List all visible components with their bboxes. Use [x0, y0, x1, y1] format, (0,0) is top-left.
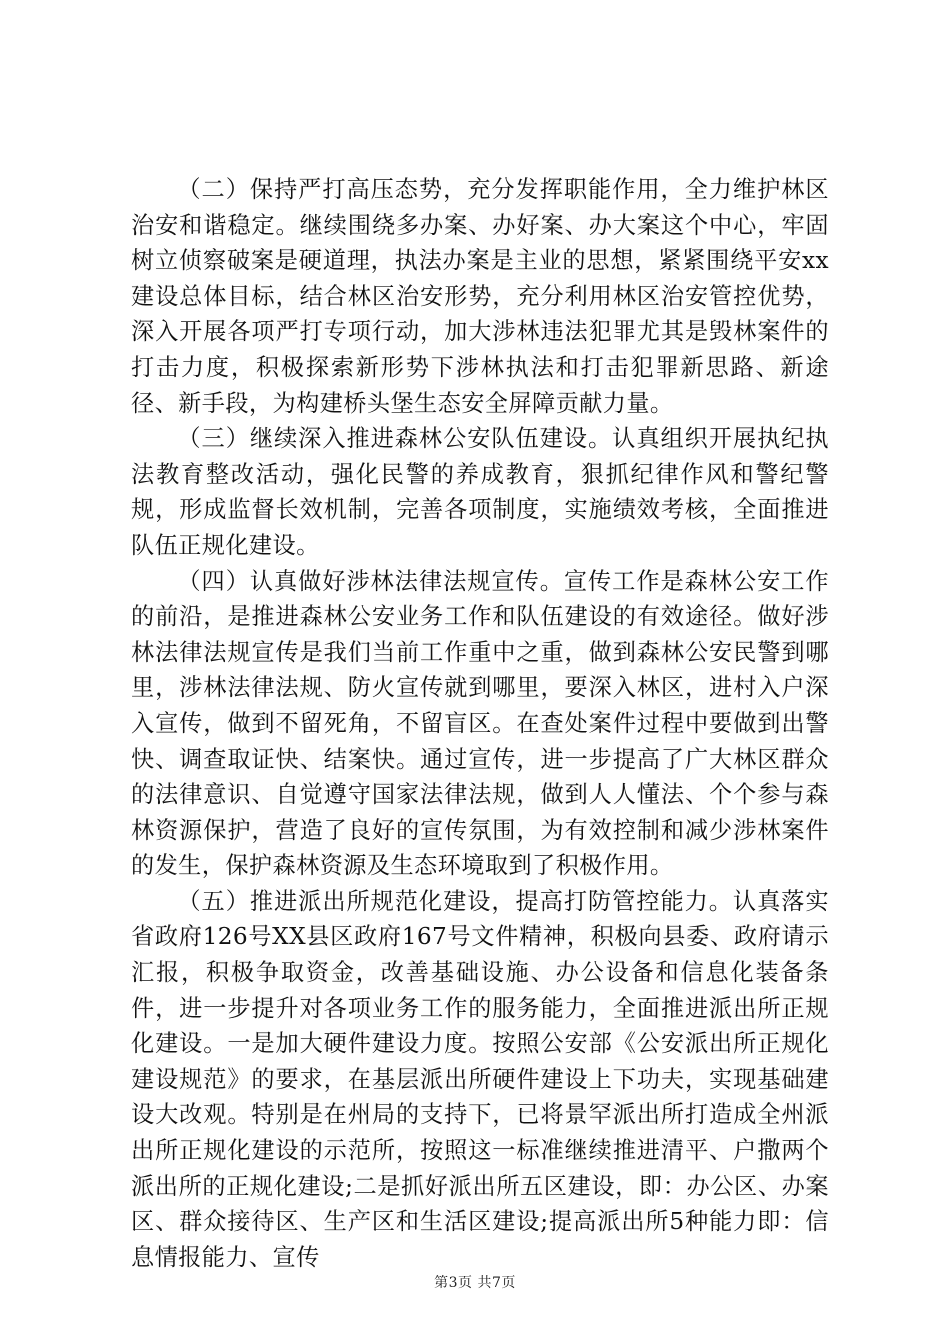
paragraph-3: （三）继续深入推进森林公安队伍建设。认真组织开展执纪执法教育整改活动，强化民警的养成教育，狠抓纪律作风和警纪警规，形成监督长效机制，完善各项制度，实施绩效考核，全面推进队伍正规化建设。: [131, 425, 829, 559]
page-number-footer: 第3页 共7页: [434, 1275, 516, 1291]
paragraph-5: （五）推进派出所规范化建设，提高打防管控能力。认真落实省政府126号XX县区政府167号文件精神，积极向县委、政府请示汇报，积极争取资金，改善基础设施、办公设备和信息化装备条件，进一步提升对各项业务工作的服务能力，全面推进派出所正规化建设。一是加大硬件建设力度。按照公安部《公安派出所正规化建设规范》的要求，在基层派出所硬件建设上下功夫，实现基础建设大改观。特别是在州局的支持下，已将景罕派出所打造成全州派出所正规化建设的示范所，按照这一标准继续推进清平、户撒两个派出所的正规化建设;二是抓好派出所五区建设，即：办公区、办案区、群众接待区、生产区和生活区建设;提高派出所5种能力即：信息情报能力、宣传: [131, 887, 829, 1271]
document-body: [131, 172, 829, 1275]
paragraph-2: （二）保持严打高压态势，充分发挥职能作用，全力维护林区治安和谐稳定。继续围绕多办案、办好案、办大案这个中心，牢固树立侦察破案是硬道理，执法办案是主业的思想，紧紧围绕平安xx建设总体目标，结合林区治安形势，充分利用林区治安管控优势，深入开展各项严打专项行动，加大涉林违法犯罪尤其是毁林案件的打击力度，积极探索新形势下涉林执法和打击犯罪新思路、新途径、新手段，为构建桥头堡生态安全屏障贡献力量。: [131, 176, 829, 417]
paragraph-4: （四）认真做好涉林法律法规宣传。宣传工作是森林公安工作的前沿，是推进森林公安业务工作和队伍建设的有效途径。做好涉林法律法规宣传是我们当前工作重中之重，做到森林公安民警到哪里，涉林法律法规、防火宣传就到哪里，要深入林区，进村入户深入宣传，做到不留死角，不留盲区。在查处案件过程中要做到出警快、调查取证快、结案快。通过宣传，进一步提高了广大林区群众的法律意识、自觉遵守国家法律法规，做到人人懂法、个个参与森林资源保护，营造了良好的宣传氛围，为有效控制和减少涉林案件的发生，保护森林资源及生态环境取到了积极作用。: [131, 567, 829, 880]
